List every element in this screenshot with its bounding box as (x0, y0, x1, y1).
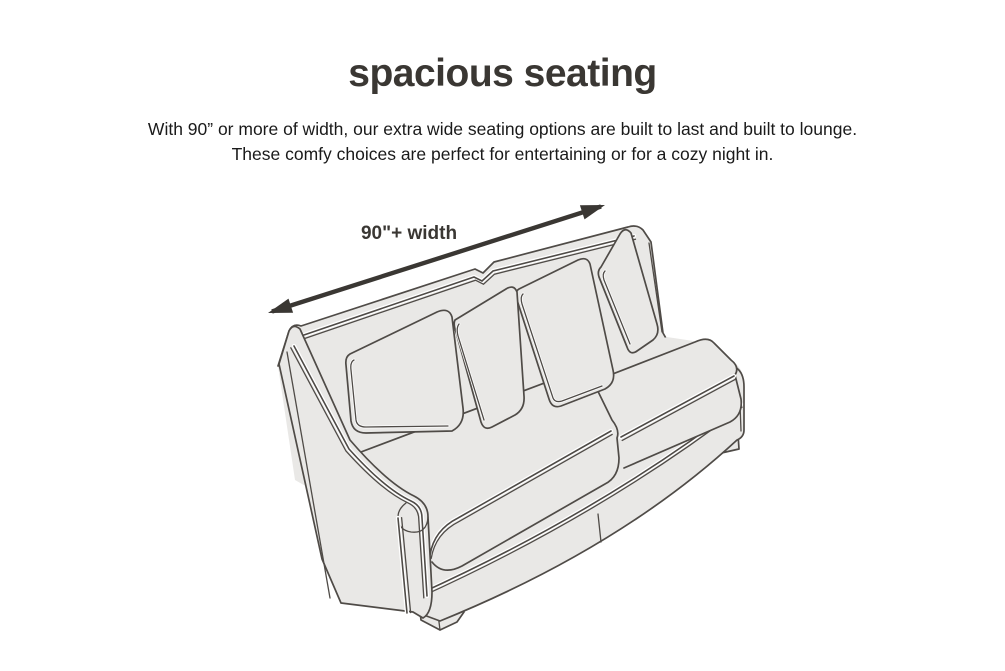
description-line-1: With 90” or more of width, our extra wide seating options are built to last and built to lounge. (147, 119, 858, 139)
description-line-2: These comfy choices are perfect for entertaining or for a cozy night in. (231, 143, 774, 164)
arrow-head-right (580, 205, 605, 219)
page-title: spacious seating (348, 52, 657, 95)
arrow-head-left (268, 299, 293, 313)
dimension-label: 90"+ width (360, 223, 458, 244)
